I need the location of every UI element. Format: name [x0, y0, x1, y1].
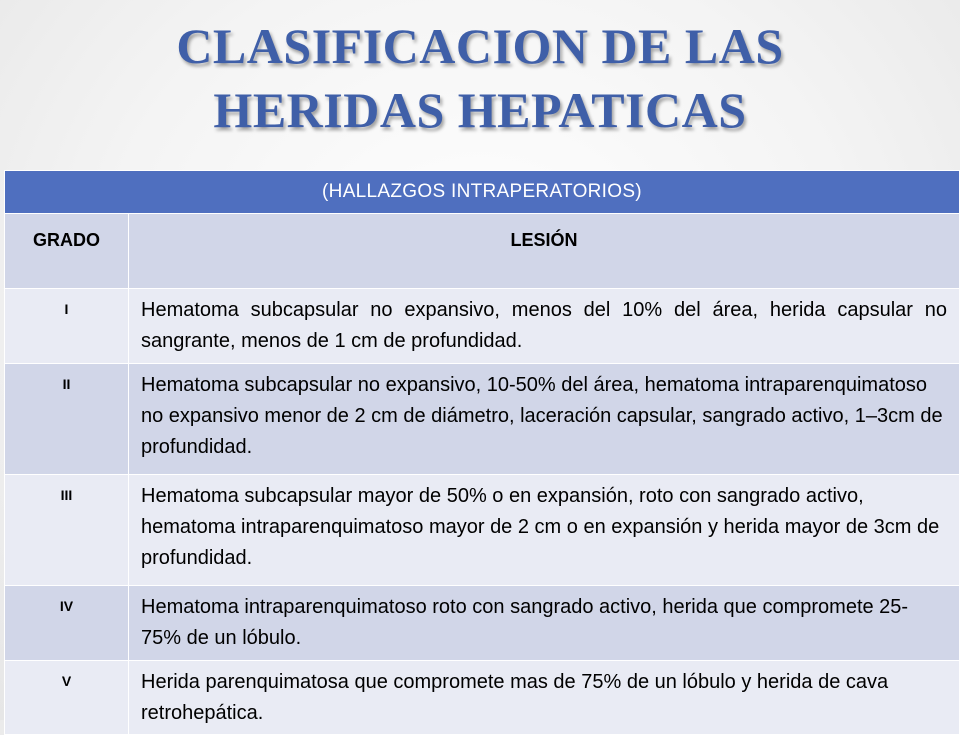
grade-cell: V	[5, 661, 129, 735]
table-row	[5, 289, 960, 364]
lesion-cell: Hematoma subcapsular mayor de 50% o en expansión, roto con sangrado activo, hematoma intraparenquimatoso mayor de 2 cm o en expansión y herida mayor de 3cm de profundidad.	[129, 475, 960, 586]
table-row	[5, 586, 960, 661]
grade-cell: I	[5, 289, 129, 364]
table-caption: (HALLAZGOS INTRAPERATORIOS)	[5, 171, 960, 214]
table-row	[5, 661, 960, 735]
column-header-lesion: LESIÓN	[129, 214, 960, 289]
grade-cell: III	[5, 475, 129, 586]
table-row	[5, 475, 960, 586]
slide-title-line-1: CLASIFICACION DE LAS	[176, 18, 784, 74]
slide-title-line-2: HERIDAS HEPATICAS	[213, 82, 747, 138]
column-header-grade: GRADO	[5, 214, 129, 289]
grade-cell: II	[5, 364, 129, 475]
lesion-cell: Hematoma intraparenquimatoso roto con sangrado activo, herida que compromete 25-75% de un lóbulo.	[129, 586, 960, 661]
grade-cell: IV	[5, 586, 129, 661]
lesion-cell: Herida parenquimatosa que compromete mas de 75% de un lóbulo y herida de cava retrohepática.	[129, 661, 960, 735]
table-row	[5, 364, 960, 475]
liver-injury-grade-table	[4, 170, 960, 735]
slide-title	[0, 14, 960, 142]
lesion-cell: Hematoma subcapsular no expansivo, 10-50% del área, hematoma intraparenquimatoso no expansivo menor de 2 cm de diámetro, laceración capsular, sangrado activo, 1–3cm de profundidad.	[129, 364, 960, 475]
lesion-cell: Hematoma subcapsular no expansivo, menos del 10% del área, herida capsular no sangrante, menos de 1 cm de profundidad.	[129, 289, 960, 364]
